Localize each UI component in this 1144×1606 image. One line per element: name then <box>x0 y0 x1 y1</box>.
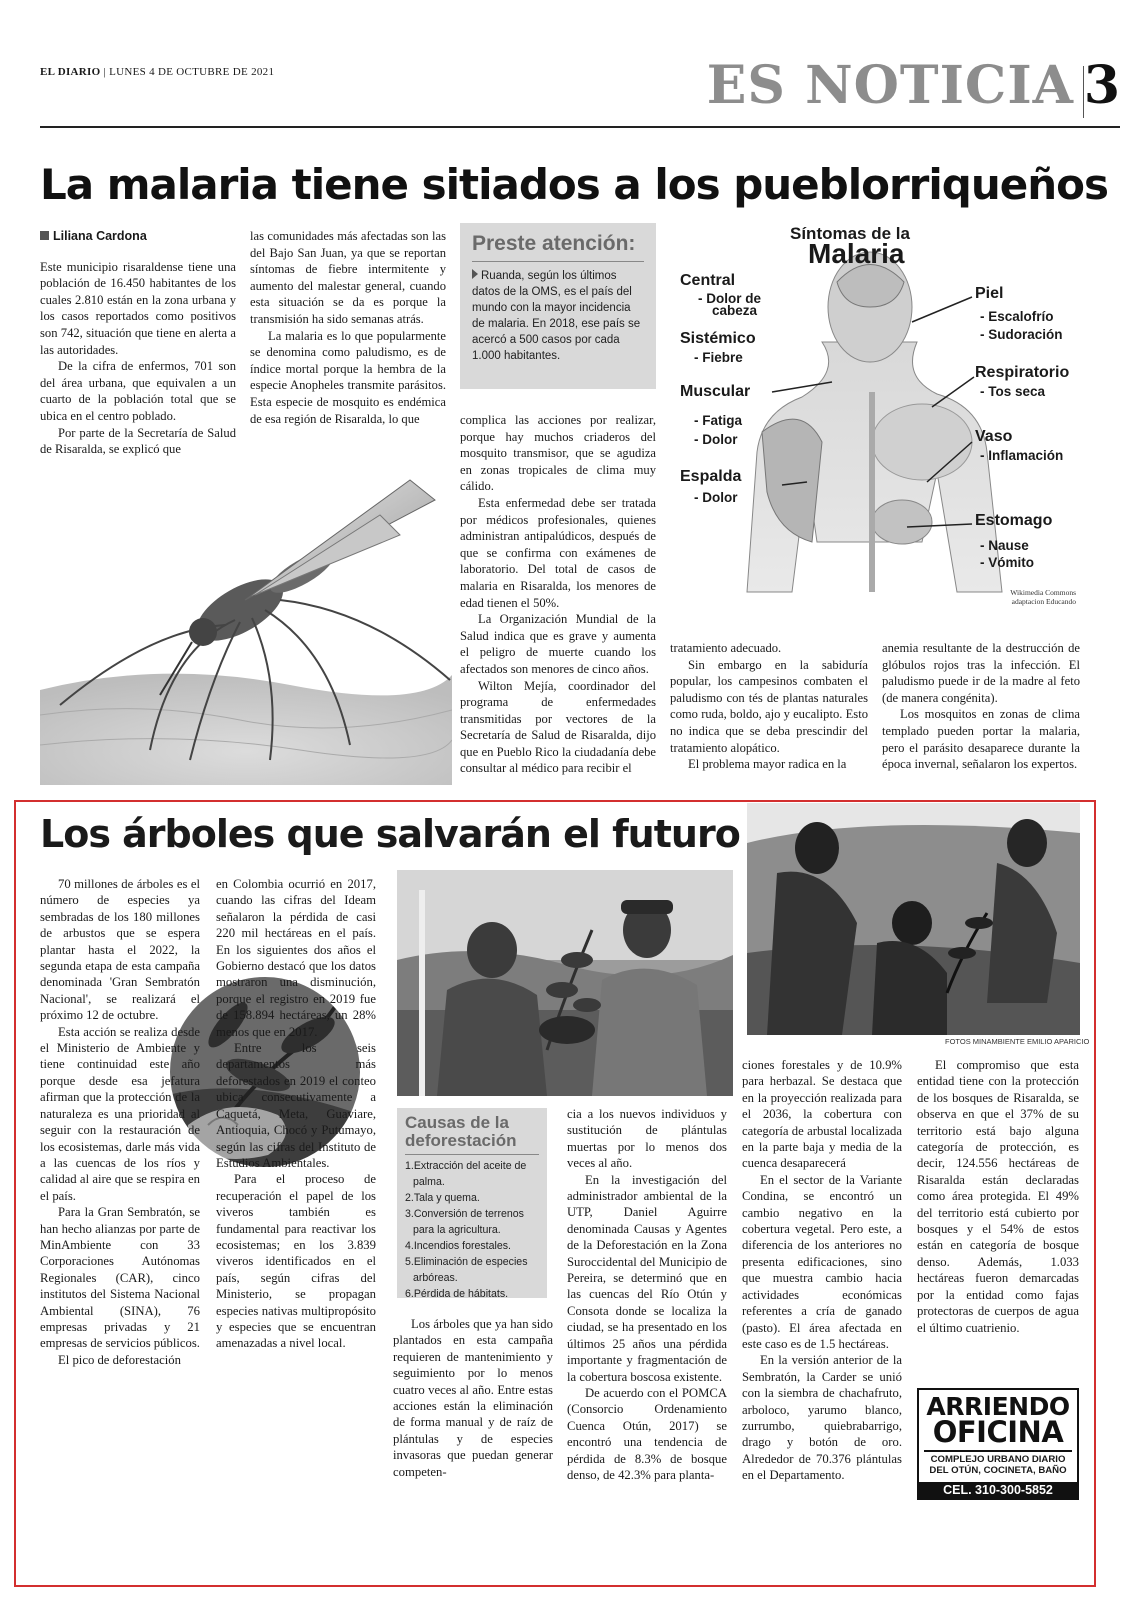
paragraph: En la investigación del administrador ambiental de la UTP, Daniel Aguirre denominada Causas y Agentes de la Deforestación en la Zona Suroccidental del Municipio de Pereira, se determinó que en las cuencas del Río Otún y Consota donde se localiza la ciudad, se ha presentado en los últimos 25 años una pérdida importante y fragmentación de la cobertura boscosa existente. <box>567 1172 727 1384</box>
list-item: 4.Incendios forestales. <box>405 1240 511 1252</box>
symptom-espalda-list: - Dolor <box>694 490 738 505</box>
paragraph: Esta acción se realiza desde el Ministerio de Ambiente y tiene continuidad este año porque desde esa jefatura afirman que la protección de la naturaleza es una prioridad al seguir con la restauración de los ecosistemas, darle más vida a las cuencas de los ríos y calidad al aire que se respira en el país. <box>40 1024 200 1203</box>
paragraph: anemia resultante de la destrucción de glóbulos rojos tras la infección. El paludismo puede ir de la madre al feto (de manera congénita). <box>882 641 1080 705</box>
byline-author: Liliana Cardona <box>53 229 147 243</box>
paragraph: Para el proceso de recuperación el papel de los viveros también es fundamental para reactivar los ecosistemas; en los 3.839 viveros identificados en el país, según cifras del Ministerio, se propagan especies nativas multipropósito y especies que se encuentran amenazadas a nivel local. <box>216 1172 376 1351</box>
paragraph: complica las acciones por realizar, porque hay muchos criaderos del mosquito transmisor, que se agudiza en zonas tropicales de clima muy cálido. <box>460 413 656 494</box>
section-title: ES NOTICIA <box>706 55 1074 116</box>
symptoms-credit: Wikimedia Commons adaptacion Educando <box>1010 588 1076 606</box>
paragraph: Entre los seis departamentos más deforestados en 2019 el conteo ubica consecutivamente a Caquetá, Meta, Guaviare, Antioquia, Chocó y Putumayo, según las cifras del Instituto de Estudios Ambientales. <box>216 1041 376 1170</box>
box-rule <box>472 261 644 262</box>
ad-line2: OFICINA <box>932 1415 1064 1449</box>
paragraph: El compromiso que esta entidad tiene con la protección de los bosques de Risaralda, se observa en que el 37% de su territorio está bajo alguna categoría de protección, es decir, 124.556 hectáreas de Risaralda están declaradas como área protegida. El 49% del territorio está cubierto por bosques y el 54% de estos están en categoría de bosque denso. Además, 1.033 hectáreas fueron demarcadas por la entidad como fajas protectoras de cuerpos de agua el último cuatrienio. <box>917 1058 1079 1335</box>
issue-date: LUNES 4 DE OCTUBRE DE 2021 <box>109 66 275 78</box>
causas-title: Causas de la deforestación <box>405 1113 517 1150</box>
page-number: 3 <box>1083 55 1120 116</box>
paragraph: Sin embargo en la sabiduría popular, los campesinos combaten el paludismo con tés de plantas naturales como ruda, boldo, ajo y eucalipto. Esto no indica que se deba prescindir del tratamiento alopático. <box>670 657 868 755</box>
paper-name: EL DIARIO <box>40 66 101 78</box>
list-item: palma. <box>413 1176 445 1188</box>
photo-credit: FOTOS MINAMBIENTE EMILIO APARICIO <box>945 1037 1090 1046</box>
article2-col6 <box>917 1057 1079 1336</box>
list-item: 6.Pérdida de hábitats. <box>405 1288 509 1300</box>
list-item: 5.Eliminación de especies <box>405 1256 528 1268</box>
paragraph: En el sector de la Variante Condina, se encontró un cambio negativo en la cobertura vegetal. Pero este, a diferencia de los anteriores no presenta edificaciones, sino que muestra cambio hacia actividades económicas referentes a cría de ganado (pasto). El área afectada en este caso es de 1.5 hectáreas. <box>742 1172 902 1351</box>
paragraph: en Colombia ocurrió en 2017, cuando las cifras del Ideam señalaron la pérdida de casi 220 mil hectáreas en el país. En los siguientes dos años el Gobierno destacó que los datos mostraron una disminución, porque el registro en 2019 fue de 158.894 hectáreas, un 28% menos que en 2017. <box>216 877 376 1039</box>
symptoms-title-small: Síntomas de la <box>790 224 910 243</box>
article2-col1 <box>40 876 200 1368</box>
paragraph: Por parte de la Secretaría de Salud de Risaralda, se explicó que <box>40 425 236 457</box>
paragraph: 70 millones de árboles es el número de especies ya sembradas de los 180 millones de arbustos que se espera plantar hasta el 2022, la segunda etapa de esta campaña denominada 'Gran Sembratón Nacional', se realizará el próximo 12 de octubre. <box>40 877 200 1023</box>
article1-col2 <box>250 228 446 427</box>
list-item: 1.Extracción del aceite de <box>405 1160 527 1172</box>
paragraph: La Organización Mundial de la Salud indica que es grave y aumenta el peligro de muerte cuando los afectados son menores de cinco años. <box>460 612 656 676</box>
symptom-piel: Piel <box>975 285 1004 302</box>
symptom-muscular-list: - Fatiga - Dolor <box>694 413 743 447</box>
paragraph: El pico de deforestación <box>58 1352 181 1367</box>
ad-line3: COMPLEJO URBANO DIARIO DEL OTÚN, COCINETA, BAÑO <box>924 1450 1072 1476</box>
paragraph: Para la Gran Sembratón, se han hecho alianzas por parte de MinAmbiente con 33 Corporaciones Autónomas Regionales (CAR), cinco institutos del Sistema Nacional Ambiental (SINA), 76 empresas privadas y 21 empresas de servicios públicos. <box>40 1205 200 1351</box>
ad-line1: ARRIENDO <box>926 1392 1070 1421</box>
paragraph: cia a los nuevos individuos y sustitución de plántulas muertas por lo menos dos veces al año. <box>567 1107 727 1171</box>
paragraph: De la cifra de enfermos, 701 son del área urbana, que equivalen a un cuarto de la población total que se ubica en el centro poblado. <box>40 359 236 423</box>
byline-square-icon <box>40 231 49 240</box>
masthead-dateline <box>40 66 274 78</box>
symptom-vaso-list: - Inflamación <box>980 448 1064 463</box>
symptom-vaso: Vaso <box>975 428 1013 445</box>
symptom-piel-list: - Escalofrío - Sudoración <box>980 309 1063 342</box>
paragraph: La malaria es lo que popularmente se denomina como paludismo, es de índice mortal porque la hembra de la especie Anopheles transmite parásitos. Esta especie de mosquito es endémica de esa región de Risaralda, lo que <box>250 328 446 426</box>
paragraph: En la versión anterior de la Sembratón, la Carder se unió con la siembra de chachafruto, arboloco, yarumo blanco, zurrumbo, quiebrabarrigo, drago y botón de oro. Alrededor de 70.376 plántulas en el Departamento. <box>742 1353 902 1483</box>
article2-col3 <box>393 1316 553 1480</box>
preste-atencion-box <box>460 223 656 389</box>
article2-col4 <box>567 1106 727 1483</box>
list-item: 2.Tala y quema. <box>405 1192 480 1204</box>
masthead-rule <box>40 126 1120 128</box>
photo-planting-officials <box>397 870 733 1096</box>
paragraph: tratamiento adecuado. <box>670 641 782 655</box>
symptom-respiratorio-list: - Tos seca <box>980 384 1046 399</box>
preste-atencion-title: Preste atención: <box>472 232 636 255</box>
symptom-respiratorio: Respiratorio <box>975 364 1070 381</box>
paragraph: Esta enfermedad debe ser tratada por médicos profesionales, quienes administran antipalúdicos, después de que se confirma con exámenes de laboratorio. Del total de casos de malaria en Risaralda, los menores de edad tienen el 50%. <box>460 495 656 610</box>
symptom-estomago: Estomago <box>975 512 1053 529</box>
symptom-muscular: Muscular <box>680 383 751 400</box>
ad-phone: CEL. 310-300-5852 <box>919 1482 1077 1498</box>
symptom-estomago-list: - Nause - Vómito <box>980 538 1034 570</box>
paragraph: Wilton Mejía, coordinador del programa de enfermedades transmitidas por vectores de la Secretaría de Salud de Risaralda, dijo que en Pueblo Rico la ciudadanía debe consultar al médico para recibir el <box>460 678 656 776</box>
article1-headline: La malaria tiene sitiados a los pueblorriqueños <box>40 160 1108 209</box>
article1-col5 <box>882 640 1080 773</box>
paragraph: ciones forestales y de 10.9% para herbazal. Se destaca que en la proyección realizada para el 2036, la cobertura con categoría de arbustal localizada en la parte baja y media de la cuenca desaparecerá <box>742 1058 902 1171</box>
paragraph: El problema mayor radica en la <box>688 757 847 772</box>
byline <box>40 228 236 245</box>
preste-atencion-text: Ruanda, según los últimos datos de la OMS, es el país del mundo con la mayor incidencia de malaria. En 2018, ese país se acercó a 500 casos por cada 1.000 habitantes. <box>472 270 641 362</box>
article2-col2 <box>216 876 376 1352</box>
triangle-bullet-icon <box>472 269 478 279</box>
paragraph: Los mosquitos en zonas de clima templado pueden portar la malaria, pero el parásito desaparece durante la época invernal, señalaron los expertos. <box>882 707 1080 772</box>
box-rule <box>405 1154 539 1155</box>
paragraph: Este municipio risaraldense tiene una población de 16.450 habitantes de los cuales 2.810 están en la zona urbana y los casos reportados como positivos son 742, situación que tiene en alerta a las autoridades. <box>40 259 236 357</box>
article1-col1 <box>40 228 236 458</box>
symptom-espalda: Espalda <box>680 468 742 485</box>
paragraph: Los árboles que ya han sido plantados en esta campaña requieren de mantenimiento y seguimiento por lo menos cuatro veces al año. Entre estas acciones están la eliminación de forma manual y de raíz de plántulas y de especies invasoras que puedan generar competen- <box>393 1317 553 1479</box>
symptom-central: Central <box>680 272 736 289</box>
causas-list <box>405 1158 539 1302</box>
paragraph: De acuerdo con el POMCA (Consorcio Ordenamiento Cuenca Otún, 2017) se encontró una tendencia de pérdida de 8.3% de bosque denso, de 42.3% para planta- <box>567 1385 727 1482</box>
symptom-sistemico: Sistémico <box>680 330 756 347</box>
photo-community-planting <box>747 803 1080 1035</box>
article1-col3 <box>460 412 656 777</box>
causas-deforestacion-box <box>397 1108 547 1298</box>
article2-col5 <box>742 1057 902 1484</box>
masthead-separator: | <box>103 66 107 78</box>
list-item: para la agricultura. <box>413 1224 501 1236</box>
list-item: 3.Conversión de terrenos <box>405 1208 524 1220</box>
article2-headline: Los árboles que salvarán el futuro <box>40 812 740 856</box>
paragraph: las comunidades más afectadas son las del Bajo San Juan, ya que se reportan síntomas de fiebre intermitente y aumento del malestar general, cuando esta situación se da es porque la transmisión ha sido semanas atrás. <box>250 229 446 326</box>
symptoms-title-big: Malaria <box>808 238 905 269</box>
article1-col4 <box>670 640 868 773</box>
mosquito-illustration <box>40 460 452 785</box>
symptom-sistemico-list: - Fiebre <box>694 350 743 365</box>
list-item: arbóreas. <box>413 1272 458 1284</box>
symptom-central-list: - Dolor de cabeza <box>698 291 761 318</box>
classified-ad <box>917 1388 1079 1500</box>
